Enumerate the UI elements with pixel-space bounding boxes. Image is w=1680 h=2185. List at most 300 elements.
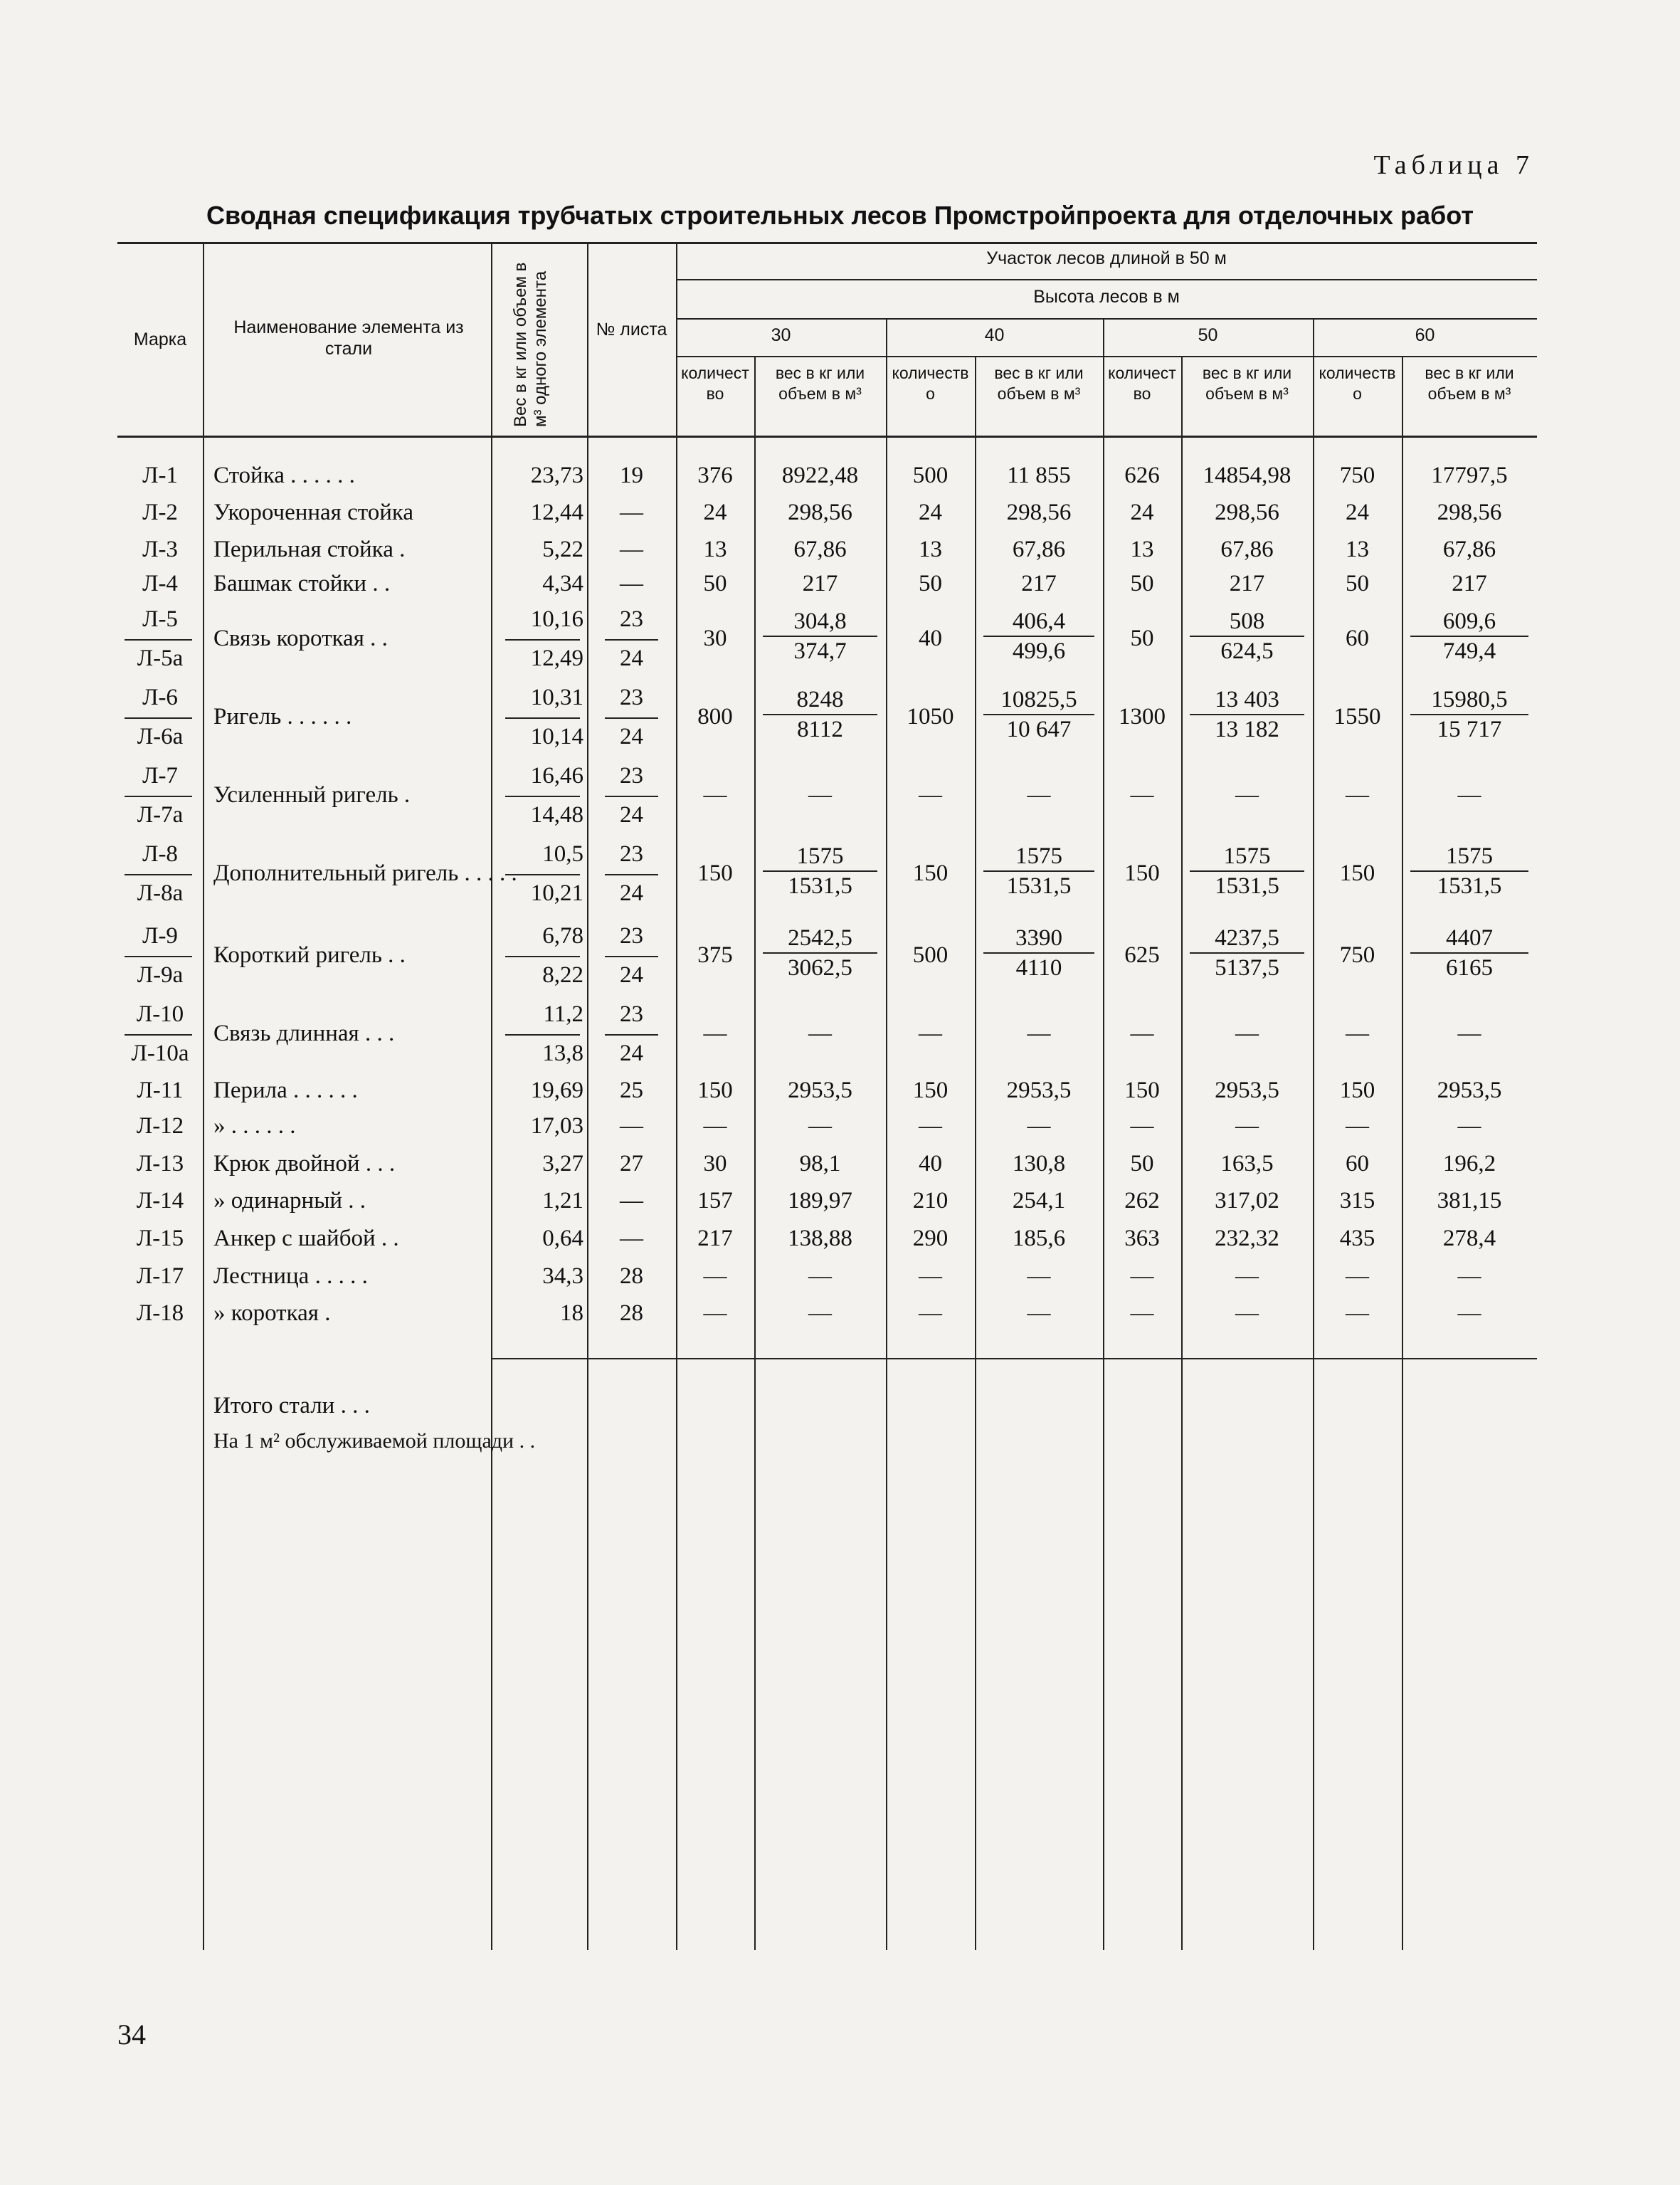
sheet-cell: — [620, 500, 643, 525]
value-cell: 150 [1124, 860, 1160, 886]
table-label: Таблица 7 [1373, 150, 1534, 180]
fraction-denominator: 8112 [797, 717, 843, 742]
sheet-cell: 24 [620, 962, 643, 988]
value-cell: 67,86 [793, 537, 847, 562]
mark-cell: Л-10 [136, 1001, 184, 1027]
sheet-cell: — [620, 1226, 643, 1251]
mark-cell: Л-13 [136, 1151, 184, 1176]
value-cell: 50 [1130, 1151, 1154, 1176]
value-cell: — [703, 782, 727, 808]
value-cell: 1550 [1333, 704, 1381, 730]
weight-cell: 19,69 [530, 1078, 583, 1103]
weight-cell: 10,14 [530, 724, 583, 749]
value-cell: — [808, 1263, 832, 1289]
value-cell: 30 [703, 1151, 727, 1176]
name-cell: Башмак стойки . . [213, 571, 391, 596]
value-fraction [983, 607, 1094, 665]
header-weight-col: вес в кг или объем в м³ [994, 364, 1084, 403]
value-cell: 196,2 [1442, 1151, 1496, 1176]
header-sheet: № листа [596, 320, 667, 339]
sheet-cell: 19 [620, 463, 643, 488]
weight-cell: 13,8 [542, 1041, 583, 1066]
fraction-denominator: 10 647 [1006, 717, 1072, 742]
value-cell: 150 [697, 1078, 733, 1103]
name-cell: » короткая . [213, 1300, 331, 1326]
weight-cell: 11,2 [543, 1001, 583, 1027]
value-cell: 150 [912, 860, 949, 886]
name-cell: Перила . . . . . . [213, 1078, 358, 1103]
value-cell: — [1027, 1263, 1051, 1289]
mark-cell: Л-15 [136, 1226, 184, 1251]
value-cell: 50 [1130, 571, 1154, 596]
sheet-cell: 27 [620, 1151, 643, 1176]
name-cell: Стойка . . . . . . [213, 463, 355, 488]
value-cell: — [1457, 1300, 1481, 1326]
fraction-denominator: 3062,5 [788, 955, 852, 981]
sheet-cell: 24 [620, 880, 643, 906]
value-fraction [1190, 607, 1304, 665]
rule-line [605, 874, 658, 875]
rule-line [125, 874, 192, 875]
sheet-cell: — [620, 1113, 643, 1139]
header-height-value: 60 [1415, 325, 1435, 345]
value-cell: 157 [697, 1188, 733, 1213]
fraction-denominator: 4110 [1015, 955, 1062, 981]
fraction-denominator: 1531,5 [1006, 873, 1072, 899]
value-cell: — [1457, 782, 1481, 808]
header-name: Наименование элемента из стали [233, 317, 464, 359]
value-cell: 298,56 [1006, 500, 1072, 525]
weight-cell: 12,49 [530, 646, 583, 671]
value-cell: 500 [912, 942, 949, 968]
weight-cell: 34,3 [542, 1263, 583, 1289]
value-cell: 130,8 [1012, 1151, 1066, 1176]
value-cell: 298,56 [1215, 500, 1279, 525]
fraction-denominator: 499,6 [1012, 638, 1066, 664]
fraction-numerator: 4407 [1410, 924, 1528, 954]
mark-cell: Л-18 [136, 1300, 184, 1326]
rule-line [117, 242, 1537, 244]
rule-line [505, 1034, 580, 1036]
value-cell: 138,88 [788, 1226, 852, 1251]
mark-cell: Л-6 [142, 685, 178, 710]
fraction-denominator: 6165 [1446, 955, 1493, 981]
mark-cell: Л-6а [137, 724, 184, 749]
value-cell: 1050 [907, 704, 954, 730]
column-divider [491, 438, 492, 1950]
value-cell: 17797,5 [1431, 463, 1508, 488]
value-cell: — [1235, 1021, 1259, 1046]
sheet-cell: 23 [620, 923, 643, 949]
mark-cell: Л-3 [142, 537, 178, 562]
mark-cell: Л-14 [136, 1188, 184, 1213]
value-cell: 13 [1346, 537, 1369, 562]
weight-cell: 10,16 [530, 606, 583, 632]
mark-cell: Л-1 [142, 463, 178, 488]
fraction-numerator: 304,8 [763, 607, 877, 637]
sheet-cell: 23 [620, 763, 643, 789]
sheet-cell: 23 [620, 841, 643, 867]
column-divider [1402, 356, 1403, 436]
header-qty: количество [681, 364, 749, 403]
sheet-cell: — [620, 537, 643, 562]
value-cell: 13 [919, 537, 942, 562]
value-cell: 1300 [1119, 704, 1166, 730]
header-weight-col: вес в кг или объем в м³ [775, 364, 865, 403]
value-cell: — [1130, 782, 1154, 808]
value-cell: — [1235, 1263, 1259, 1289]
name-cell: Связь короткая . . [213, 626, 388, 651]
value-cell: 67,86 [1442, 537, 1496, 562]
value-cell: — [919, 782, 942, 808]
header-weight: Вес в кг или объем в м³ одного элемента [511, 262, 550, 427]
rule-line [605, 796, 658, 797]
name-cell: Связь длинная . . . [213, 1021, 395, 1046]
rule-line [676, 279, 1537, 280]
value-cell: — [1235, 782, 1259, 808]
value-cell: 217 [802, 571, 838, 596]
column-divider [975, 356, 976, 436]
value-cell: — [703, 1113, 727, 1139]
mark-cell: Л-7а [137, 802, 184, 828]
weight-cell: 0,64 [542, 1226, 583, 1251]
value-cell: 150 [1339, 860, 1375, 886]
rule-line [605, 1034, 658, 1036]
value-cell: — [703, 1300, 727, 1326]
value-cell: 210 [912, 1188, 949, 1213]
value-cell: 800 [697, 704, 733, 730]
value-cell: 150 [1124, 1078, 1160, 1103]
header-weight-col: вес в кг или объем в м³ [1202, 364, 1292, 403]
value-fraction [1410, 607, 1528, 665]
value-cell: — [703, 1021, 727, 1046]
value-fraction [763, 607, 877, 665]
value-cell: — [1346, 1300, 1369, 1326]
column-divider [491, 242, 492, 436]
fraction-numerator: 13 403 [1190, 685, 1304, 715]
fraction-denominator: 15 717 [1437, 717, 1502, 742]
value-cell: 750 [1339, 942, 1375, 968]
value-cell: 363 [1124, 1226, 1160, 1251]
weight-cell: 23,73 [530, 463, 583, 488]
value-cell: — [808, 1300, 832, 1326]
mark-cell: Л-12 [136, 1113, 184, 1139]
value-cell: — [1130, 1263, 1154, 1289]
value-cell: 11 855 [1007, 463, 1071, 488]
value-fraction [1410, 924, 1528, 982]
rule-line [505, 796, 580, 797]
value-cell: 30 [703, 626, 727, 651]
value-cell: — [1027, 1021, 1051, 1046]
weight-cell: 17,03 [530, 1113, 583, 1139]
value-fraction [763, 842, 877, 900]
mark-cell: Л-8 [142, 841, 178, 867]
value-cell: — [1027, 1300, 1051, 1326]
value-cell: 40 [919, 626, 942, 651]
fraction-numerator: 1575 [763, 842, 877, 872]
header-qty: количество [1108, 364, 1176, 403]
value-cell: 98,1 [799, 1151, 841, 1176]
value-fraction [983, 842, 1094, 900]
fraction-numerator: 609,6 [1410, 607, 1528, 637]
header-height-value: 50 [1198, 325, 1218, 345]
steel-per-m2-label: На 1 м² обслуживаемой площади . . [213, 1429, 536, 1453]
weight-cell: 12,44 [530, 500, 583, 525]
header-section: Участок лесов длиной в 50 м [986, 248, 1227, 268]
value-cell: 40 [919, 1151, 942, 1176]
mark-cell: Л-2 [142, 500, 178, 525]
mark-cell: Л-11 [137, 1078, 184, 1103]
weight-cell: 10,31 [530, 685, 583, 710]
column-divider [754, 356, 756, 436]
header-height-value: 40 [984, 325, 1005, 345]
sheet-cell: 25 [620, 1078, 643, 1103]
column-divider [587, 438, 588, 1950]
header-mark: Марка [133, 330, 187, 349]
weight-cell: 16,46 [530, 763, 583, 789]
mark-cell: Л-9а [137, 962, 184, 988]
name-cell: » . . . . . . [213, 1113, 296, 1139]
value-cell: — [1130, 1021, 1154, 1046]
value-cell: 317,02 [1215, 1188, 1279, 1213]
header-height-value: 30 [771, 325, 791, 345]
fraction-numerator: 1575 [1410, 842, 1528, 872]
value-cell: — [1346, 782, 1369, 808]
rule-line [125, 639, 192, 641]
value-cell: — [919, 1263, 942, 1289]
rule-line [676, 318, 1537, 320]
value-cell: 24 [1130, 500, 1154, 525]
name-cell: Крюк двойной . . . [213, 1151, 396, 1176]
value-cell: 24 [1346, 500, 1369, 525]
column-divider [203, 242, 204, 436]
steel-total-label: Итого стали . . . [213, 1393, 370, 1418]
value-cell: 13 [703, 537, 727, 562]
fraction-numerator: 15980,5 [1410, 685, 1528, 715]
value-cell: — [1346, 1113, 1369, 1139]
rule-line [125, 956, 192, 957]
weight-cell: 14,48 [530, 802, 583, 828]
value-fraction [763, 924, 877, 982]
weight-cell: 18 [560, 1300, 583, 1326]
sheet-cell: — [620, 1188, 643, 1213]
value-fraction [983, 924, 1094, 982]
value-cell: 2953,5 [1006, 1078, 1072, 1103]
value-fraction [763, 685, 877, 744]
value-cell: 625 [1124, 942, 1160, 968]
rule-line [491, 1358, 1537, 1359]
rule-line [605, 639, 658, 641]
name-cell: Анкер с шайбой . . [213, 1226, 399, 1251]
sheet-cell: 24 [620, 802, 643, 828]
name-cell: Укороченная стойка [213, 500, 414, 525]
value-cell: 50 [703, 571, 727, 596]
value-cell: 750 [1339, 463, 1375, 488]
fraction-numerator: 406,4 [983, 607, 1094, 637]
value-cell: 189,97 [788, 1188, 852, 1213]
fraction-numerator: 3390 [983, 924, 1094, 954]
value-cell: 232,32 [1215, 1226, 1279, 1251]
value-cell: 262 [1124, 1188, 1160, 1213]
value-cell: — [1457, 1263, 1481, 1289]
fraction-denominator: 749,4 [1442, 638, 1496, 664]
value-cell: 217 [1452, 571, 1487, 596]
value-cell: 375 [697, 942, 733, 968]
value-cell: — [1346, 1263, 1369, 1289]
mark-cell: Л-10а [131, 1041, 189, 1066]
value-cell: 376 [697, 463, 733, 488]
value-cell: 2953,5 [1437, 1078, 1502, 1103]
value-cell: 2953,5 [1215, 1078, 1279, 1103]
value-cell: 67,86 [1012, 537, 1066, 562]
value-cell: 435 [1339, 1226, 1375, 1251]
fraction-numerator: 8248 [763, 685, 877, 715]
fraction-numerator: 2542,5 [763, 924, 877, 954]
fraction-numerator: 1575 [1190, 842, 1304, 872]
weight-cell: 4,34 [542, 571, 583, 596]
value-cell: — [1130, 1300, 1154, 1326]
value-cell: 163,5 [1220, 1151, 1274, 1176]
value-cell: 150 [697, 860, 733, 886]
header-qty: количество [892, 364, 969, 403]
rule-line [605, 717, 658, 719]
name-cell: Перильная стойка . [213, 537, 406, 562]
value-cell: — [1346, 1021, 1369, 1046]
value-cell: 381,15 [1437, 1188, 1502, 1213]
value-cell: 60 [1346, 626, 1369, 651]
mark-cell: Л-5а [137, 646, 184, 671]
rule-line [505, 717, 580, 719]
value-cell: 298,56 [788, 500, 852, 525]
value-cell: — [1235, 1113, 1259, 1139]
rule-line [605, 956, 658, 957]
value-cell: 290 [912, 1226, 949, 1251]
value-cell: 254,1 [1012, 1188, 1066, 1213]
weight-cell: 10,5 [542, 841, 583, 867]
value-cell: 150 [912, 1078, 949, 1103]
value-fraction [1410, 685, 1528, 744]
mark-cell: Л-17 [136, 1263, 184, 1289]
value-cell: 50 [1130, 626, 1154, 651]
fraction-numerator: 508 [1190, 607, 1304, 637]
fraction-numerator: 4237,5 [1190, 924, 1304, 954]
value-cell: 315 [1339, 1188, 1375, 1213]
sheet-cell: 24 [620, 1041, 643, 1066]
mark-cell: Л-8а [137, 880, 184, 906]
value-cell: 217 [1229, 571, 1265, 596]
sheet-cell: 23 [620, 1001, 643, 1027]
value-cell: — [919, 1300, 942, 1326]
sheet-cell: 24 [620, 724, 643, 749]
value-cell: — [1235, 1300, 1259, 1326]
sheet-cell: — [620, 571, 643, 596]
mark-cell: Л-7 [142, 763, 178, 789]
value-cell: 2953,5 [788, 1078, 852, 1103]
value-cell: — [808, 1021, 832, 1046]
fraction-denominator: 624,5 [1220, 638, 1274, 664]
page-title: Сводная спецификация трубчатых строительных лесов Промстройпроекта для отделочных работ [206, 201, 1474, 230]
weight-cell: 1,21 [542, 1188, 583, 1213]
value-cell: — [1457, 1021, 1481, 1046]
weight-cell: 6,78 [542, 923, 583, 949]
value-cell: — [808, 1113, 832, 1139]
value-cell: 217 [1021, 571, 1057, 596]
value-cell: 278,4 [1442, 1226, 1496, 1251]
page-number: 34 [117, 2018, 146, 2050]
header-height: Высота лесов в м [1033, 287, 1180, 307]
fraction-denominator: 374,7 [793, 638, 847, 664]
fraction-denominator: 1531,5 [1215, 873, 1279, 899]
rule-line [676, 356, 1537, 357]
column-divider [587, 242, 588, 436]
value-cell: 500 [912, 463, 949, 488]
sheet-cell: 23 [620, 606, 643, 632]
mark-cell: Л-9 [142, 923, 178, 949]
value-cell: 24 [703, 500, 727, 525]
weight-cell: 3,27 [542, 1151, 583, 1176]
weight-cell: 8,22 [542, 962, 583, 988]
header-weight-col: вес в кг или объем в м³ [1425, 364, 1514, 403]
value-cell: 50 [1346, 571, 1369, 596]
value-cell: 50 [919, 571, 942, 596]
column-divider [203, 438, 204, 1950]
value-cell: 13 [1130, 537, 1154, 562]
rule-line [117, 436, 1537, 438]
value-cell: 60 [1346, 1151, 1369, 1176]
rule-line [125, 796, 192, 797]
value-fraction [1190, 685, 1304, 744]
value-cell: — [919, 1021, 942, 1046]
value-fraction [983, 685, 1094, 744]
value-cell: — [703, 1263, 727, 1289]
weight-cell: 10,21 [530, 880, 583, 906]
sheet-cell: 28 [620, 1300, 643, 1326]
rule-line [505, 874, 580, 875]
name-cell: Лестница . . . . . [213, 1263, 368, 1289]
rule-line [505, 639, 580, 641]
sheet-cell: 23 [620, 685, 643, 710]
value-cell: 217 [697, 1226, 733, 1251]
mark-cell: Л-4 [142, 571, 178, 596]
fraction-denominator: 5137,5 [1215, 955, 1279, 981]
header-qty: количество [1319, 364, 1396, 403]
value-fraction [1190, 842, 1304, 900]
sheet-cell: 24 [620, 646, 643, 671]
fraction-numerator: 1575 [983, 842, 1094, 872]
fraction-numerator: 10825,5 [983, 685, 1094, 715]
value-cell: 24 [919, 500, 942, 525]
rule-line [505, 956, 580, 957]
value-cell: — [919, 1113, 942, 1139]
weight-cell: 5,22 [542, 537, 583, 562]
name-cell: Ригель . . . . . . [213, 704, 352, 730]
value-cell: 185,6 [1012, 1226, 1066, 1251]
mark-cell: Л-5 [142, 606, 178, 632]
value-cell: 150 [1339, 1078, 1375, 1103]
value-fraction [1410, 842, 1528, 900]
fraction-denominator: 13 182 [1215, 717, 1279, 742]
value-cell: 8922,48 [781, 463, 859, 488]
fraction-denominator: 1531,5 [788, 873, 852, 899]
value-cell: 67,86 [1220, 537, 1274, 562]
name-cell: Короткий ригель . . [213, 942, 406, 968]
value-cell: — [1130, 1113, 1154, 1139]
name-cell: Дополнительный ригель . . . . . [213, 860, 517, 886]
name-cell: Усиленный ригель . [213, 782, 411, 808]
value-cell: 626 [1124, 463, 1160, 488]
value-cell: 14854,98 [1203, 463, 1291, 488]
sheet-cell: 28 [620, 1263, 643, 1289]
